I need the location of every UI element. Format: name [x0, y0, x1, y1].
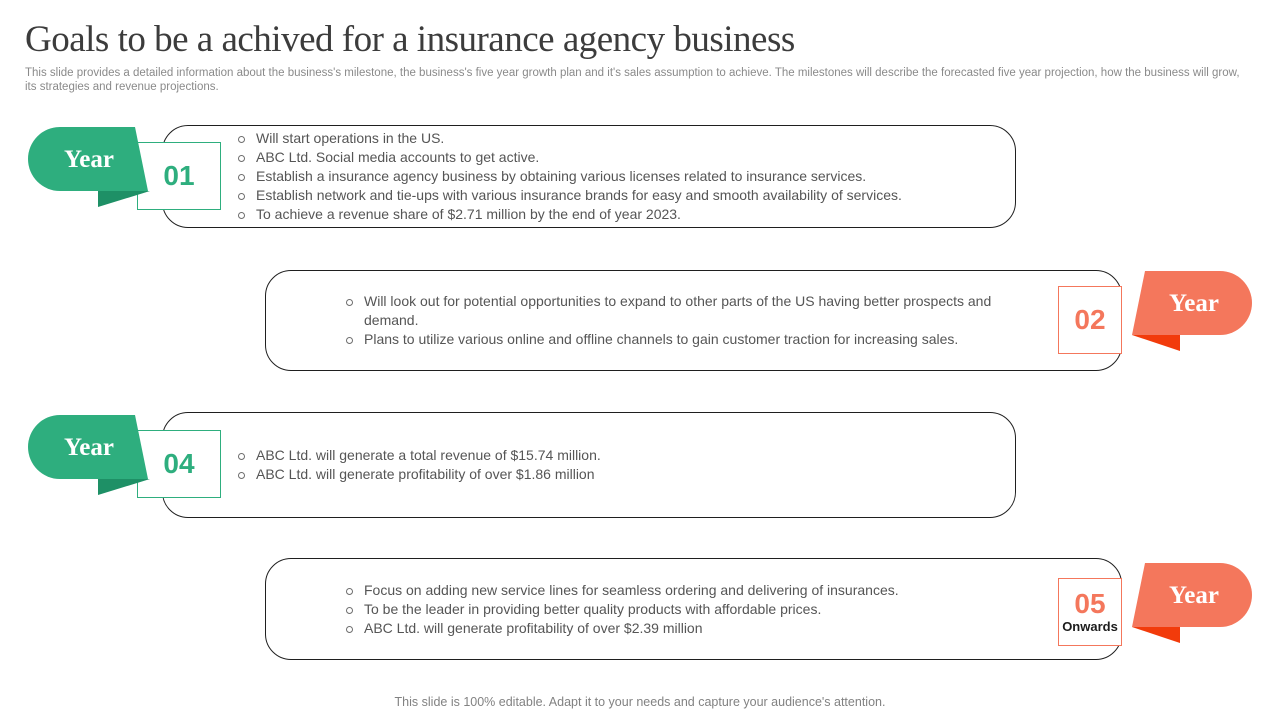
year-suffix: Onwards — [1062, 619, 1118, 634]
year-label: Year — [1169, 582, 1219, 609]
bullet-circle-icon — [238, 453, 245, 460]
bullet-text: Establish a insurance agency business by obtaining various licenses related to insurance services. — [256, 168, 867, 184]
bullet-circle-icon — [346, 588, 353, 595]
year-badge-02 — [1058, 271, 1258, 361]
bullet-text: Will start operations in the US. — [256, 130, 445, 146]
list-item — [238, 167, 1013, 186]
milestone-box-year-01 — [162, 125, 1016, 228]
bullet-text: ABC Ltd. Social media accounts to get active. — [256, 149, 540, 165]
bullet-circle-icon — [346, 337, 353, 344]
list-item — [346, 619, 1046, 638]
bullet-text: Will look out for potential opportunities to expand to other parts of the US having better prospects and demand. — [364, 293, 992, 328]
year-number: 04 — [163, 448, 195, 479]
milestone-box-year-05 — [265, 558, 1122, 660]
list-item — [238, 129, 1013, 148]
year-badge-05 — [1058, 563, 1258, 653]
bullet-text: To be the leader in providing better quality products with affordable prices. — [364, 600, 822, 617]
bullet-text: Establish network and tie-ups with various insurance brands for easy and smooth availability of services. — [256, 187, 902, 203]
bullet-text: To achieve a revenue share of $2.71 million by the end of year 2023. — [256, 206, 681, 222]
year-label: Year — [64, 146, 114, 173]
list-item — [238, 205, 1013, 224]
bullet-circle-icon — [346, 626, 353, 633]
list-item — [346, 292, 994, 330]
year-number: 05 — [1074, 588, 1106, 619]
milestone-box-year-04 — [162, 412, 1016, 518]
bullet-text: ABC Ltd. will generate a total revenue of $15.74 million. — [256, 447, 601, 463]
footer-note: This slide is 100% editable. Adapt it to your needs and capture your audience's attention. — [394, 695, 886, 709]
bullet-circle-icon — [238, 174, 245, 181]
list-item — [238, 186, 1013, 205]
bullet-text: ABC Ltd. will generate profitability of over $1.86 million — [256, 466, 595, 482]
list-item — [238, 465, 1013, 484]
list-item — [238, 148, 1013, 167]
bullet-circle-icon — [238, 472, 245, 479]
bullet-text: Focus on adding new service lines for seamless ordering and delivering of insurances. — [364, 581, 899, 598]
list-item — [346, 581, 1046, 600]
year-badge-04 — [27, 415, 227, 505]
list-item — [238, 446, 1013, 465]
bullet-text: ABC Ltd. will generate profitability of over $2.39 million — [364, 619, 703, 636]
year-number: 01 — [163, 160, 195, 191]
bullet-circle-icon — [238, 155, 245, 162]
milestone-box-year-02 — [265, 270, 1122, 371]
list-item — [346, 330, 994, 349]
bullet-circle-icon — [238, 136, 245, 143]
list-item — [346, 600, 1046, 619]
year-label: Year — [64, 434, 114, 461]
page-subtitle: This slide provides a detailed information about the business's milestone, the business's five year growth plan and it's sales assumption to achieve. The milestones will describe the forecasted five year projection, how the business will grow, its strategies and revenue projections. — [25, 67, 1240, 93]
year-badge-01 — [27, 127, 227, 217]
bullet-circle-icon — [346, 607, 353, 614]
bullet-text: Plans to utilize various online and offline channels to gain customer traction for increasing sales. — [364, 331, 959, 347]
year-label: Year — [1169, 290, 1219, 317]
page-title: Goals to be a achived for a insurance agency business — [25, 19, 795, 60]
bullet-circle-icon — [238, 212, 245, 219]
bullet-circle-icon — [346, 299, 353, 306]
bullet-circle-icon — [238, 193, 245, 200]
year-number: 02 — [1074, 304, 1106, 335]
